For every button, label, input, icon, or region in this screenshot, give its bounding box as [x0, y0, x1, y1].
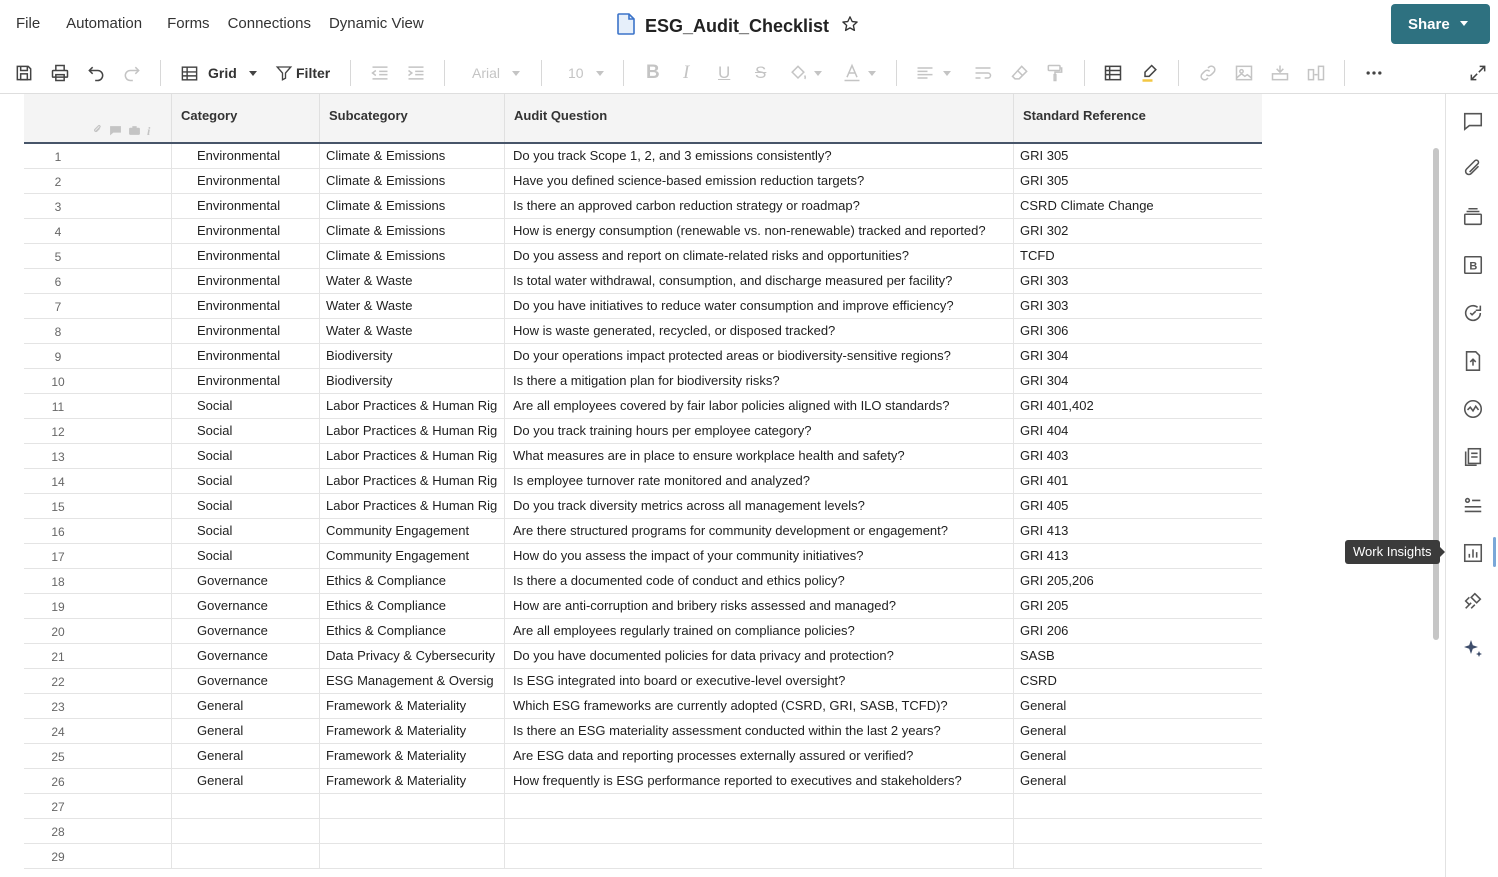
row-number-label: 21 — [51, 650, 65, 664]
row-number[interactable] — [24, 819, 172, 844]
chevron-down-icon — [814, 71, 822, 76]
table-row[interactable] — [24, 269, 1262, 294]
cell-audit-question[interactable]: Are all employees covered by fair labor policies aligned with ILO standards? — [505, 394, 1014, 419]
star-icon[interactable] — [841, 15, 859, 38]
table-row[interactable] — [24, 519, 1262, 544]
cell-standard-reference[interactable]: GRI 403 — [1020, 448, 1069, 463]
attachments-icon[interactable] — [1461, 157, 1485, 181]
menu-dynamic-view[interactable]: Dynamic View — [328, 15, 424, 32]
chevron-down-icon — [512, 71, 520, 76]
toolbar-divider — [350, 60, 351, 86]
share-button[interactable] — [1391, 4, 1490, 44]
row-number[interactable] — [24, 619, 172, 644]
table-row[interactable] — [24, 669, 1262, 694]
redo-icon[interactable] — [122, 62, 142, 84]
filter-icon — [275, 64, 293, 82]
toolbar-divider — [1344, 60, 1345, 86]
connectors-icon[interactable] — [1461, 589, 1485, 613]
cell-standard-reference[interactable]: GRI 302 — [1020, 223, 1069, 238]
cell-standard-reference[interactable]: GRI 404 — [1020, 423, 1069, 438]
info-icon: i — [147, 124, 151, 138]
cell-audit-question[interactable]: Are there structured programs for community development or engagement? — [505, 519, 1014, 544]
cell-audit-question[interactable]: Have you defined science-based emission reduction targets? — [505, 169, 1014, 194]
row-number[interactable] — [24, 669, 172, 694]
cell-audit-question[interactable]: How do you assess the impact of your community initiatives? — [505, 544, 1014, 569]
cell-subcategory[interactable]: Framework & Materiality — [320, 694, 505, 719]
cell-standard-reference[interactable]: GRI 405 — [1020, 498, 1069, 513]
row-number-label: 15 — [51, 500, 65, 514]
cell-category[interactable] — [172, 844, 320, 869]
row-number-label: 20 — [51, 625, 65, 639]
row-number[interactable] — [24, 244, 172, 269]
cell-standard-reference[interactable]: GRI 205 — [1020, 598, 1069, 613]
row-number[interactable] — [24, 294, 172, 319]
cell-category[interactable]: Environmental — [172, 219, 320, 244]
table-row[interactable] — [24, 394, 1262, 419]
cell-audit-question[interactable]: Is there an ESG materiality assessment conducted within the last 2 years? — [505, 719, 1014, 744]
row-number-label: 25 — [51, 750, 65, 764]
cell-category[interactable]: Governance — [172, 644, 320, 669]
cell-category[interactable] — [172, 819, 320, 844]
comments-icon[interactable] — [1461, 109, 1485, 133]
font-family-select[interactable] — [472, 62, 520, 84]
toolbar — [0, 52, 1498, 94]
filter-button[interactable] — [275, 62, 330, 84]
table-row[interactable] — [24, 419, 1262, 444]
cell-audit-question[interactable] — [505, 819, 1014, 844]
save-icon[interactable] — [14, 62, 34, 84]
strikethrough-icon[interactable]: S — [755, 63, 767, 82]
cell-category[interactable]: Social — [172, 394, 320, 419]
bold-icon[interactable]: B — [646, 62, 660, 83]
cell-category[interactable]: Environmental — [172, 269, 320, 294]
row-number-label: 29 — [51, 850, 65, 864]
cell-subcategory[interactable]: Labor Practices & Human Rig — [320, 394, 505, 419]
cell-audit-question[interactable]: Are ESG data and reporting processes externally assured or verified? — [505, 744, 1014, 769]
cell-subcategory[interactable] — [320, 819, 505, 844]
menu-file[interactable]: File — [16, 15, 41, 32]
cell-standard-reference[interactable]: GRI 401 — [1020, 473, 1069, 488]
cell-category[interactable]: Environmental — [172, 344, 320, 369]
cell-category[interactable]: Environmental — [172, 319, 320, 344]
row-number-label: 24 — [51, 725, 65, 739]
cell-subcategory[interactable]: Framework & Materiality — [320, 769, 505, 794]
proofs-icon[interactable] — [1461, 205, 1485, 229]
document-title-area — [617, 13, 859, 40]
cell-audit-question[interactable]: How is waste generated, recycled, or disposed tracked? — [505, 319, 1014, 344]
cell-subcategory[interactable]: ESG Management & Oversig — [320, 669, 505, 694]
column-header-row — [24, 94, 1262, 144]
cell-subcategory[interactable]: Water & Waste — [320, 319, 505, 344]
row-number[interactable] — [24, 844, 172, 869]
row-number[interactable] — [24, 469, 172, 494]
svg-text:B: B — [1469, 260, 1478, 273]
cell-standard-reference[interactable]: SASB — [1020, 648, 1055, 663]
share-button-label: Share — [1408, 15, 1450, 33]
cell-audit-question[interactable]: Is there a mitigation plan for biodiversity risks? — [505, 369, 1014, 394]
cell-category[interactable]: Environmental — [172, 194, 320, 219]
cell-subcategory[interactable]: Community Engagement — [320, 544, 505, 569]
chevron-down-icon — [868, 71, 876, 76]
cell-standard-reference[interactable]: GRI 304 — [1020, 348, 1069, 363]
cell-standard-reference[interactable]: General — [1020, 698, 1067, 713]
row-number-label: 19 — [51, 600, 65, 614]
cell-audit-question[interactable]: Which ESG frameworks are currently adopted (CSRD, GRI, SASB, TCFD)? — [505, 694, 1014, 719]
column-header-subcategory[interactable]: Subcategory — [320, 94, 505, 142]
table-row[interactable] — [24, 319, 1262, 344]
fullscreen-icon[interactable] — [1468, 62, 1488, 84]
row-number[interactable] — [24, 544, 172, 569]
cell-standard-reference[interactable]: GRI 305 — [1020, 173, 1069, 188]
cell-standard-reference[interactable]: GRI 304 — [1020, 373, 1069, 388]
row-number[interactable] — [24, 494, 172, 519]
summary-icon[interactable] — [1461, 397, 1485, 421]
toolbar-divider — [623, 60, 624, 86]
cell-category[interactable]: Governance — [172, 594, 320, 619]
table-row[interactable] — [24, 594, 1262, 619]
forms-icon[interactable] — [1461, 493, 1485, 517]
row-number[interactable] — [24, 569, 172, 594]
row-number[interactable] — [24, 219, 172, 244]
row-number[interactable] — [24, 344, 172, 369]
cell-standard-reference[interactable]: GRI 206 — [1020, 623, 1069, 638]
cell-category[interactable]: Governance — [172, 669, 320, 694]
column-header-audit-question[interactable]: Audit Question — [505, 94, 1014, 142]
share-dropdown-icon[interactable] — [1460, 21, 1468, 26]
cell-subcategory[interactable]: Ethics & Compliance — [320, 594, 505, 619]
cell-standard-reference[interactable]: GRI 413 — [1020, 548, 1069, 563]
table-format-icon[interactable] — [1103, 62, 1123, 84]
row-number[interactable] — [24, 719, 172, 744]
table-row[interactable] — [24, 544, 1262, 569]
insert-row-icon[interactable] — [1270, 62, 1290, 84]
toolbar-divider — [160, 60, 161, 86]
cell-category[interactable]: Social — [172, 544, 320, 569]
row-number-label: 11 — [51, 400, 65, 414]
cell-audit-question[interactable]: Are all employees regularly trained on compliance policies? — [505, 619, 1014, 644]
cell-subcategory[interactable]: Labor Practices & Human Rig — [320, 469, 505, 494]
right-panel-rail — [1445, 94, 1498, 877]
menu-bar — [0, 0, 1498, 48]
cell-audit-question[interactable]: Is ESG integrated into board or executive-level oversight? — [505, 669, 1014, 694]
row-number[interactable] — [24, 419, 172, 444]
cell-standard-reference[interactable]: CSRD — [1020, 673, 1057, 688]
cell-standard-reference[interactable] — [1014, 819, 1262, 844]
cell-audit-question[interactable]: Do you track Scope 1, 2, and 3 emissions consistently? — [505, 144, 1014, 169]
cell-category[interactable]: Environmental — [172, 144, 320, 169]
cell-subcategory[interactable]: Labor Practices & Human Rig — [320, 444, 505, 469]
table-row[interactable] — [24, 569, 1262, 594]
cell-category[interactable]: General — [172, 719, 320, 744]
more-options-icon[interactable] — [1364, 62, 1384, 84]
cell-subcategory[interactable]: Ethics & Compliance — [320, 619, 505, 644]
row-number-label: 2 — [54, 175, 62, 189]
cell-audit-question[interactable]: Do you have initiatives to reduce water consumption and improve efficiency? — [505, 294, 1014, 319]
row-number-label: 5 — [54, 250, 62, 264]
link-icon[interactable] — [1198, 62, 1218, 84]
cell-audit-question[interactable]: Is there a documented code of conduct and ethics policy? — [505, 569, 1014, 594]
chevron-down-icon — [943, 71, 951, 76]
row-number-label: 18 — [51, 575, 65, 589]
cell-audit-question[interactable]: Do you have documented policies for data privacy and protection? — [505, 644, 1014, 669]
indent-icon[interactable] — [406, 62, 426, 84]
row-number[interactable] — [24, 194, 172, 219]
cell-audit-question[interactable]: Is there an approved carbon reduction strategy or roadmap? — [505, 194, 1014, 219]
cell-subcategory[interactable]: Framework & Materiality — [320, 719, 505, 744]
cell-audit-question[interactable] — [505, 844, 1014, 869]
menu-forms[interactable]: Forms — [167, 15, 210, 32]
row-number[interactable] — [24, 594, 172, 619]
cell-subcategory[interactable]: Climate & Emissions — [320, 144, 505, 169]
row-number-label: 9 — [54, 350, 62, 364]
menu-automation[interactable]: Automation — [66, 15, 143, 32]
cell-subcategory[interactable] — [320, 844, 505, 869]
cell-audit-question[interactable]: What measures are in place to ensure workplace health and safety? — [505, 444, 1014, 469]
row-number-label: 4 — [54, 225, 62, 239]
row-number-label: 14 — [51, 475, 65, 489]
row-number[interactable] — [24, 519, 172, 544]
row-number[interactable] — [24, 694, 172, 719]
cell-category[interactable]: General — [172, 769, 320, 794]
cell-subcategory[interactable]: Ethics & Compliance — [320, 569, 505, 594]
cell-standard-reference[interactable] — [1014, 794, 1262, 819]
cell-subcategory[interactable]: Labor Practices & Human Rig — [320, 494, 505, 519]
cell-subcategory[interactable]: Labor Practices & Human Rig — [320, 419, 505, 444]
cell-standard-reference[interactable]: CSRD Climate Change — [1020, 198, 1154, 213]
cell-audit-question[interactable]: Is employee turnover rate monitored and analyzed? — [505, 469, 1014, 494]
attachment-icon — [92, 124, 103, 139]
active-panel-indicator — [1493, 537, 1496, 567]
cell-category[interactable]: Social — [172, 419, 320, 444]
cell-category[interactable]: Environmental — [172, 244, 320, 269]
row-number-label: 17 — [51, 550, 65, 564]
cell-standard-reference[interactable]: GRI 401,402 — [1020, 398, 1094, 413]
table-row[interactable] — [24, 494, 1262, 519]
cell-standard-reference[interactable]: GRI 303 — [1020, 298, 1069, 313]
table-row[interactable] — [24, 244, 1262, 269]
cell-standard-reference[interactable]: GRI 306 — [1020, 323, 1069, 338]
proof-icon — [128, 124, 141, 139]
cell-standard-reference[interactable]: General — [1020, 723, 1067, 738]
cell-audit-question[interactable]: How are anti-corruption and bribery risks assessed and managed? — [505, 594, 1014, 619]
cell-audit-question[interactable]: Do you track training hours per employee category? — [505, 419, 1014, 444]
row-number[interactable] — [24, 269, 172, 294]
table-row[interactable] — [24, 369, 1262, 394]
cell-audit-question[interactable]: Do you assess and report on climate-related risks and opportunities? — [505, 244, 1014, 269]
undo-icon[interactable] — [86, 62, 106, 84]
table-row[interactable] — [24, 194, 1262, 219]
table-row[interactable] — [24, 694, 1262, 719]
row-number-label: 10 — [51, 375, 65, 389]
fill-color-icon[interactable] — [788, 62, 822, 84]
document-title[interactable]: ESG_Audit_Checklist — [645, 16, 830, 36]
filter-label: Filter — [296, 65, 331, 81]
font-family-value: Arial — [472, 65, 501, 81]
cell-category[interactable]: Governance — [172, 569, 320, 594]
row-action-icons — [92, 124, 150, 139]
cell-audit-question[interactable]: Do you track diversity metrics across all management levels? — [505, 494, 1014, 519]
cell-category[interactable]: General — [172, 744, 320, 769]
sheet-icon — [617, 13, 635, 40]
cell-category[interactable]: Social — [172, 519, 320, 544]
grid-icon — [180, 64, 199, 83]
cell-category[interactable]: Social — [172, 469, 320, 494]
row-number-label: 7 — [54, 300, 62, 314]
cell-category[interactable]: Governance — [172, 619, 320, 644]
cell-standard-reference[interactable]: GRI 413 — [1020, 523, 1069, 538]
print-icon[interactable] — [50, 62, 70, 84]
row-number-label: 12 — [51, 425, 65, 439]
row-number-label: 8 — [54, 325, 62, 339]
text-color-icon[interactable] — [842, 62, 876, 84]
row-number-label: 13 — [51, 450, 65, 464]
cell-standard-reference[interactable]: GRI 205,206 — [1020, 573, 1094, 588]
cell-subcategory[interactable]: Biodiversity — [320, 344, 505, 369]
cell-category[interactable]: Social — [172, 444, 320, 469]
grid-view-button[interactable] — [180, 62, 257, 84]
cell-audit-question[interactable]: Is total water withdrawal, consumption, and discharge measured per facility? — [505, 269, 1014, 294]
ai-sparkle-icon[interactable] — [1461, 637, 1485, 661]
row-number[interactable] — [24, 794, 172, 819]
cell-category[interactable]: Environmental — [172, 294, 320, 319]
row-number[interactable] — [24, 744, 172, 769]
row-number[interactable] — [24, 769, 172, 794]
comment-icon — [109, 124, 122, 139]
cell-standard-reference[interactable]: GRI 305 — [1020, 148, 1069, 163]
row-number-label: 1 — [54, 150, 62, 164]
cell-audit-question[interactable]: How is energy consumption (renewable vs. non-renewable) tracked and reported? — [505, 219, 1014, 244]
wrap-text-icon[interactable] — [973, 62, 993, 84]
cell-category[interactable]: Environmental — [172, 169, 320, 194]
row-number[interactable] — [24, 444, 172, 469]
table-row[interactable] — [24, 344, 1262, 369]
table-row[interactable] — [24, 619, 1262, 644]
cell-category[interactable]: General — [172, 694, 320, 719]
cell-subcategory[interactable] — [320, 794, 505, 819]
cell-standard-reference[interactable]: TCFD — [1020, 248, 1055, 263]
chevron-down-icon — [249, 71, 257, 76]
italic-icon[interactable]: I — [683, 62, 690, 83]
column-header-category[interactable]: Category — [172, 94, 320, 142]
table-row[interactable] — [24, 144, 1262, 169]
cell-subcategory[interactable]: Community Engagement — [320, 519, 505, 544]
row-number-label: 23 — [51, 700, 65, 714]
toolbar-divider — [1084, 60, 1085, 86]
table-row[interactable] — [24, 719, 1262, 744]
table-row[interactable] — [24, 844, 1262, 869]
cell-audit-question[interactable] — [505, 794, 1014, 819]
cell-category[interactable] — [172, 794, 320, 819]
cell-standard-reference[interactable]: General — [1020, 773, 1067, 788]
font-size-value: 10 — [568, 65, 584, 81]
cell-subcategory[interactable]: Climate & Emissions — [320, 219, 505, 244]
table-row[interactable] — [24, 744, 1262, 769]
table-row[interactable] — [24, 769, 1262, 794]
cell-audit-question[interactable]: Do your operations impact protected areas or biodiversity-sensitive regions? — [505, 344, 1014, 369]
reports-icon[interactable] — [1461, 445, 1485, 469]
column-header-standard-reference[interactable]: Standard Reference — [1023, 108, 1146, 123]
cell-standard-reference[interactable]: GRI 303 — [1020, 273, 1069, 288]
image-icon[interactable] — [1234, 62, 1254, 84]
font-size-select[interactable] — [568, 62, 604, 84]
table-row[interactable] — [24, 819, 1262, 844]
table-row[interactable] — [24, 469, 1262, 494]
cell-subcategory[interactable]: Framework & Materiality — [320, 744, 505, 769]
row-number-label: 6 — [54, 275, 62, 289]
highlight-icon[interactable] — [1140, 62, 1160, 84]
toolbar-divider — [541, 60, 542, 86]
outdent-icon[interactable] — [370, 62, 390, 84]
publish-icon[interactable] — [1461, 349, 1485, 373]
row-number[interactable] — [24, 144, 172, 169]
chevron-down-icon — [596, 71, 604, 76]
column-width-icon[interactable] — [1306, 62, 1326, 84]
cell-subcategory[interactable]: Climate & Emissions — [320, 194, 505, 219]
row-number-label: 28 — [51, 825, 65, 839]
table-row[interactable] — [24, 219, 1262, 244]
row-number-label: 22 — [51, 675, 65, 689]
row-number[interactable] — [24, 394, 172, 419]
row-number[interactable] — [24, 644, 172, 669]
row-number[interactable] — [24, 169, 172, 194]
table-row[interactable] — [24, 444, 1262, 469]
cell-subcategory[interactable]: Water & Waste — [320, 294, 505, 319]
table-row[interactable] — [24, 644, 1262, 669]
underline-icon[interactable]: U — [718, 63, 731, 82]
cell-standard-reference[interactable]: General — [1020, 748, 1067, 763]
row-number-label: 26 — [51, 775, 65, 789]
cell-category[interactable]: Environmental — [172, 369, 320, 394]
row-number[interactable] — [24, 319, 172, 344]
row-header-corner — [24, 94, 172, 142]
toolbar-divider — [1178, 60, 1179, 86]
row-number[interactable] — [24, 369, 172, 394]
row-number-label: 16 — [51, 525, 65, 539]
activity-log-icon[interactable] — [1461, 301, 1485, 325]
menu-connections[interactable]: Connections — [227, 15, 311, 32]
toolbar-divider — [896, 60, 897, 86]
table-row[interactable] — [24, 169, 1262, 194]
work-insights-icon[interactable] — [1461, 541, 1485, 565]
table-row[interactable] — [24, 294, 1262, 319]
cell-audit-question[interactable]: How frequently is ESG performance reported to executives and stakeholders? — [505, 769, 1014, 794]
main-menu — [16, 15, 442, 32]
cell-subcategory[interactable]: Data Privacy & Cybersecurity — [320, 644, 505, 669]
row-number-label: 3 — [54, 200, 62, 214]
cell-standard-reference[interactable] — [1014, 844, 1262, 869]
briefcase-b-icon[interactable] — [1461, 253, 1485, 277]
table-row[interactable] — [24, 794, 1262, 819]
row-number-label: 27 — [51, 800, 65, 814]
vertical-scrollbar[interactable] — [1433, 148, 1439, 640]
cell-category[interactable]: Social — [172, 494, 320, 519]
align-icon[interactable] — [915, 62, 951, 84]
cell-subcategory[interactable]: Water & Waste — [320, 269, 505, 294]
cell-subcategory[interactable]: Biodiversity — [320, 369, 505, 394]
view-label: Grid — [208, 65, 237, 81]
cell-subcategory[interactable]: Climate & Emissions — [320, 169, 505, 194]
toolbar-divider — [444, 60, 445, 86]
work-insights-tooltip: Work Insights — [1345, 540, 1440, 564]
format-painter-icon[interactable] — [1045, 62, 1065, 84]
cell-subcategory[interactable]: Climate & Emissions — [320, 244, 505, 269]
clear-format-icon[interactable] — [1010, 62, 1030, 84]
